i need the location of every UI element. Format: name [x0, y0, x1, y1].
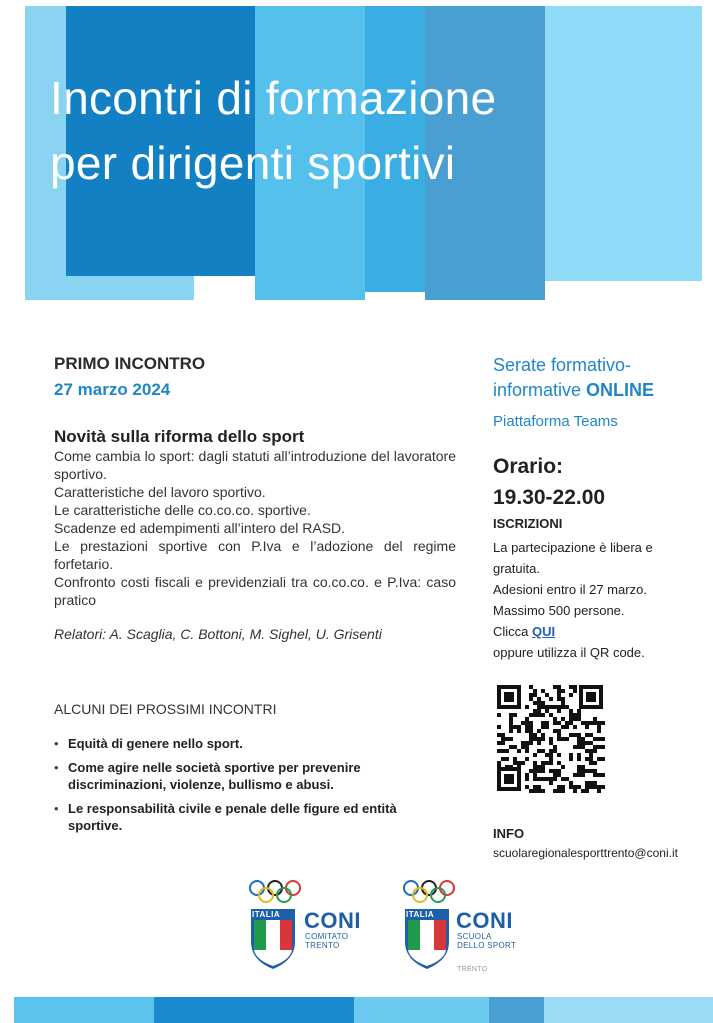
logo1-sub2: TRENTO — [305, 941, 340, 950]
schedule-label: Orario: — [493, 455, 564, 478]
online-info — [493, 353, 654, 403]
banner-stripe-pale — [545, 6, 702, 281]
page-title-line2: per dirigenti sportivi — [50, 137, 456, 189]
logo2-sub2: DELLO SPORT — [457, 941, 517, 950]
registration-line — [493, 621, 703, 642]
description-line: Caratteristiche del lavoro sportivo. — [54, 484, 266, 500]
upcoming-title: ALCUNI DEI PROSSIMI INCONTRI — [54, 701, 277, 717]
olympic-rings-icon — [248, 878, 302, 908]
click-text: Clicca — [493, 624, 533, 639]
platform-label: Piattaforma Teams — [493, 413, 618, 430]
first-meeting-label: PRIMO INCONTRO — [54, 354, 206, 373]
page-title-line1: Incontri di formazione — [50, 72, 497, 124]
online-line2 — [493, 378, 654, 403]
footer-stripe — [544, 997, 713, 1023]
registration-link[interactable]: QUI — [532, 624, 556, 639]
registration-line: La partecipazione è libera e gratuita. — [493, 540, 653, 576]
qr-code[interactable] — [495, 683, 605, 793]
description-line: Le prestazioni sportive con P.Iva e l’adozione del regime forfetario. — [54, 538, 456, 572]
schedule-time: 19.30-22.00 — [493, 486, 606, 509]
registration-line: oppure utilizza il QR code. — [493, 645, 645, 660]
coni-trento-logo — [248, 878, 378, 978]
logo2-badge: ITALIA — [406, 910, 435, 919]
logo1-badge: ITALIA — [252, 910, 281, 919]
registration-info — [493, 537, 703, 663]
online-bold: ONLINE — [586, 380, 655, 400]
registration-title: ISCRIZIONI — [493, 516, 563, 531]
list-item: • Come agire nelle società sportive per prevenire discriminazioni, violenze, bullismo e abusi. — [54, 759, 414, 793]
footer-stripe — [154, 997, 354, 1023]
logo2-sub3: TRENTO — [457, 966, 488, 973]
meeting-topic: Novità sulla riforma dello sport — [54, 427, 305, 446]
online-line1: Serate formativo- — [493, 355, 632, 375]
speakers: Relatori: A. Scaglia, C. Bottoni, M. Sighel, U. Grisenti — [54, 626, 382, 642]
contact-email[interactable]: scuolaregionalesporttrento@coni.it — [493, 846, 678, 860]
footer-stripe — [489, 997, 544, 1023]
logo2-sub1: SCUOLA — [457, 932, 492, 941]
logo1-sub1: COMITATO — [305, 932, 349, 941]
olympic-rings-icon — [402, 878, 456, 908]
description-line: Scadenze ed adempimenti all’intero del RASD. — [54, 520, 346, 536]
footer-stripe — [14, 997, 154, 1023]
list-item: • Equità di genere nello sport. — [54, 735, 414, 752]
coni-scuola-logo — [402, 878, 542, 978]
registration-line: Massimo 500 persone. — [493, 603, 625, 618]
description-line: Confronto costi fiscali e previdenziali tra co.co.co. e P.Iva: caso pratico — [54, 574, 456, 608]
meeting-description — [54, 447, 456, 609]
list-item: • Le responsabilità civile e penale delle figure ed entità sportive. — [54, 800, 414, 834]
logo1-name: CONI — [304, 908, 361, 933]
upcoming-list — [54, 735, 414, 841]
registration-line: Adesioni entro il 27 marzo. — [493, 582, 647, 597]
online-line2-text: informative — [493, 380, 587, 400]
logo2-name: CONI — [456, 908, 513, 933]
footer-stripe — [354, 997, 489, 1023]
info-title: INFO — [493, 826, 525, 841]
description-line: Come cambia lo sport: dagli statuti all’introduzione del lavoratore sportivo. — [54, 448, 456, 482]
description-line: Le caratteristiche delle co.co.co. sportive. — [54, 502, 311, 518]
first-meeting-date: 27 marzo 2024 — [54, 380, 171, 399]
